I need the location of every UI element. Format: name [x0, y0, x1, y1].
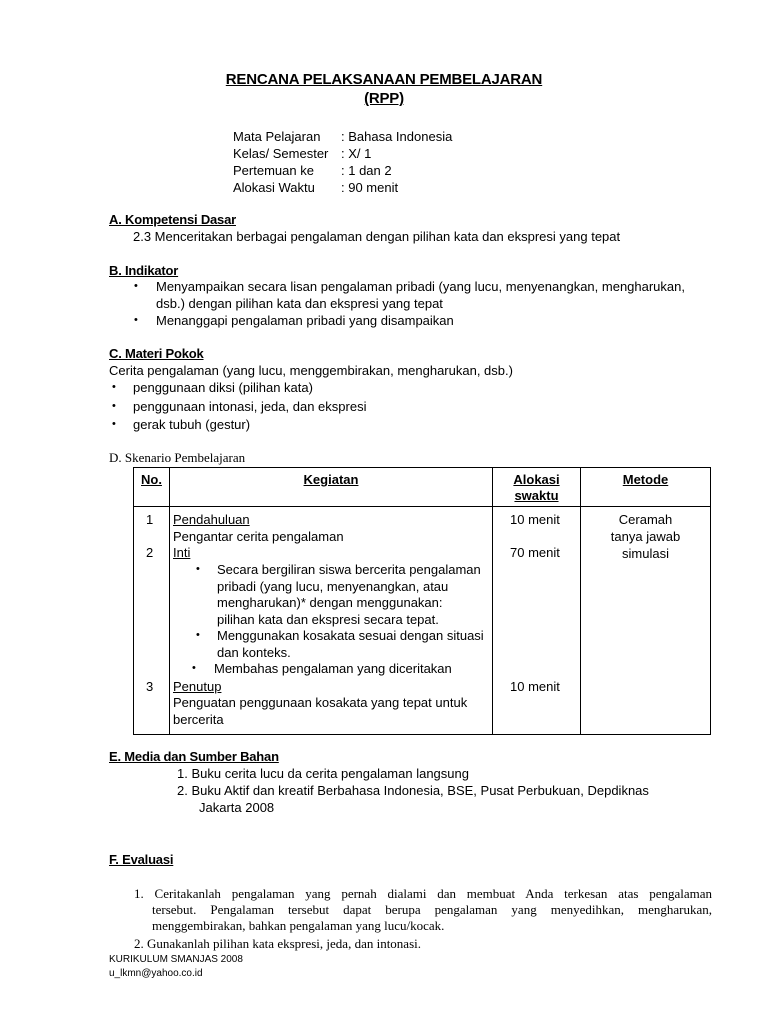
- bullet-icon: •: [112, 418, 116, 430]
- document-title: RENCANA PELAKSANAAN PEMBELAJARAN: [225, 71, 543, 88]
- indikator-item-1-line1: Menyampaikan secara lisan pengalaman pribadi (yang lucu, menyenangkan, mengharukan,: [156, 279, 685, 294]
- heading-media: E. Media dan Sumber Bahan: [109, 749, 279, 764]
- evaluasi-item-1-line2: tersebut. Pengalaman tersebut dapat berupa pengalaman yang menyedihkan, mengharukan,: [152, 902, 712, 917]
- footer-email: u_lkmn@yahoo.co.id: [109, 968, 203, 979]
- cell-metode: Ceramah tanya jawab simulasi: [581, 507, 711, 735]
- info-alokasi-waktu: Alokasi Waktu : 90 menit: [233, 180, 399, 195]
- bullet-icon: •: [134, 280, 138, 292]
- evaluasi-item-2: 2. Gunakanlah pilihan kata ekspresi, jeda, dan intonasi.: [134, 936, 422, 951]
- cell-kegiatan: Pendahuluan Pengantar cerita pengalaman Inti • Secara bergiliran siswa bercerita pengalaman pribadi (yang lucu, menyenangkan, atau mengharukan)* dengan menggunakan: pilihan kata dan ekspresi secara tepat. • Menggunakan kosakata sesuai dengan situasi dan konteks. • Membahas pengalaman yang diceritakan Penutup Penguatan penggunaan kosakata yang tepat untuk bercerita: [170, 507, 493, 735]
- heading-evaluasi: F. Evaluasi: [109, 852, 174, 867]
- evaluasi-item-1-line1: 1. Ceritakanlah pengalaman yang pernah dialami dan membuat Anda terkesan atas pengalaman: [134, 886, 712, 901]
- footer-kurikulum: KURIKULUM SMANJAS 2008: [109, 954, 243, 965]
- col-header-kegiatan: Kegiatan: [170, 468, 493, 507]
- info-kelas-semester: Kelas/ Semester : X/ 1: [233, 146, 372, 161]
- materi-item: penggunaan intonasi, jeda, dan ekspresi: [133, 399, 367, 414]
- col-header-metode: Metode: [581, 468, 711, 507]
- bullet-icon: •: [192, 662, 196, 674]
- skenario-table: [133, 467, 711, 735]
- bullet-icon: •: [196, 563, 200, 575]
- document-subtitle: (RPP): [364, 90, 404, 107]
- media-item-1: 1. Buku cerita lucu da cerita pengalaman langsung: [177, 766, 469, 781]
- bullet-icon: •: [112, 400, 116, 412]
- materi-item: gerak tubuh (gestur): [133, 417, 251, 432]
- col-header-alokasi: Alokasi swaktu: [493, 468, 581, 507]
- media-item-2-line2: Jakarta 2008: [199, 800, 275, 815]
- heading-skenario: D. Skenario Pembelajaran: [109, 450, 246, 465]
- media-item-2-line1: 2. Buku Aktif dan kreatif Berbahasa Indonesia, BSE, Pusat Perbukuan, Depdiknas: [177, 783, 649, 798]
- cell-alokasi: 10 menit 70 menit 10 menit: [493, 507, 581, 735]
- kompetensi-item: 2.3 Menceritakan berbagai pengalaman dengan pilihan kata dan ekspresi yang tepat: [133, 229, 621, 244]
- col-header-no: No.: [134, 468, 170, 507]
- bullet-icon: •: [112, 381, 116, 393]
- heading-materi-pokok: C. Materi Pokok: [109, 346, 204, 361]
- info-mata-pelajaran: Mata Pelajaran : Bahasa Indonesia: [233, 129, 453, 144]
- indikator-item-1-line2: dsb.) dengan pilihan kata dan ekspresi yang tepat: [156, 296, 443, 311]
- cell-no: 1 2 3: [134, 507, 170, 735]
- bullet-icon: •: [134, 314, 138, 326]
- info-pertemuan: Pertemuan ke : 1 dan 2: [233, 163, 392, 178]
- heading-kompetensi-dasar: A. Kompetensi Dasar: [109, 212, 236, 227]
- materi-intro: Cerita pengalaman (yang lucu, menggembirakan, mengharukan, dsb.): [109, 363, 513, 378]
- bullet-icon: •: [196, 629, 200, 641]
- materi-item: penggunaan diksi (pilihan kata): [133, 380, 313, 395]
- evaluasi-item-1-line3: menggembirakan, bahkan pengalaman yang lucu/kocak.: [152, 918, 445, 933]
- heading-indikator: B. Indikator: [109, 263, 179, 278]
- indikator-item-2: Menanggapi pengalaman pribadi yang disampaikan: [156, 313, 454, 328]
